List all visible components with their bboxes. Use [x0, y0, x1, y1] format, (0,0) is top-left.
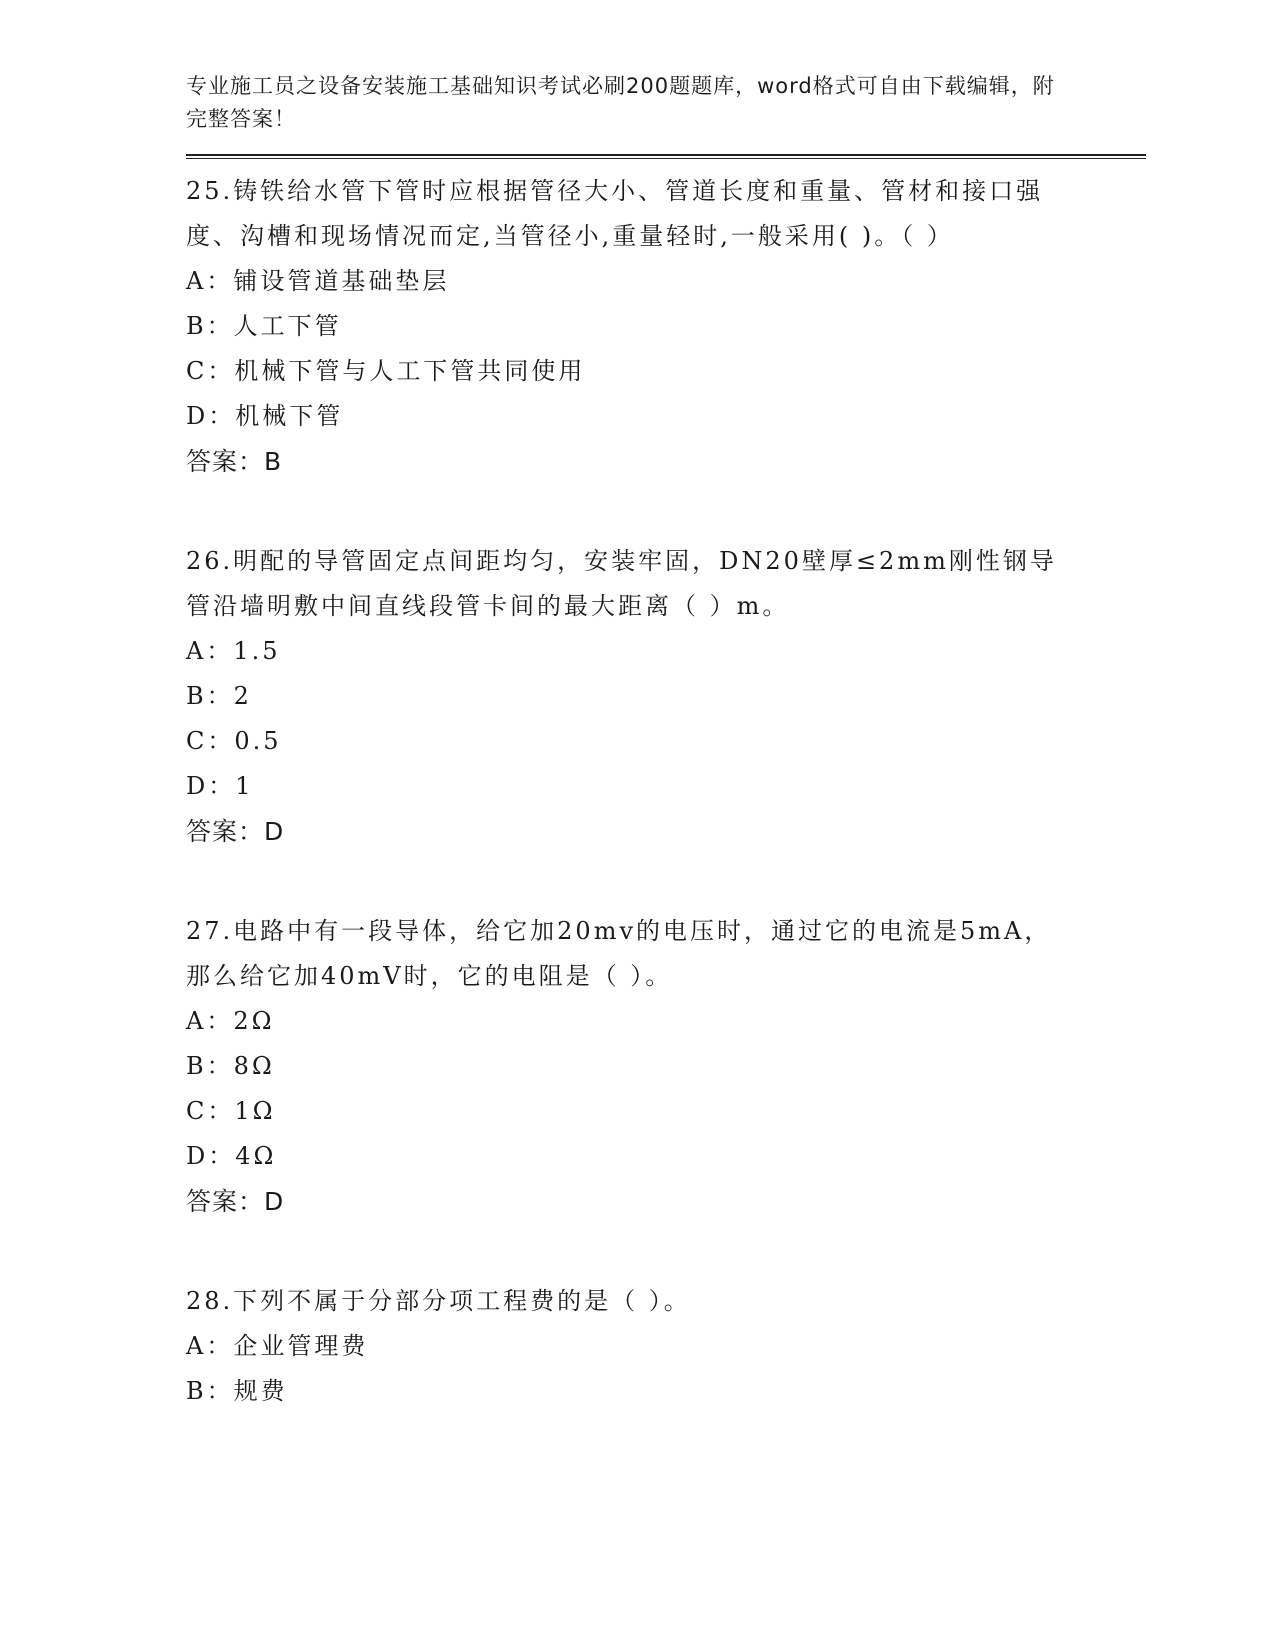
- question-stem: 28.下列不属于分部分项工程费的是（ ）。: [186, 1287, 691, 1315]
- question-28: [186, 1279, 1146, 1414]
- question-stem: 25.铸铁给水管下管时应根据管径大小、管道长度和重量、管材和接口强度、沟槽和现场情况而定,当管径小,重量轻时,一般采用( )。（ ）: [186, 177, 1044, 250]
- option-a: A：1.5: [186, 637, 281, 665]
- option-d: D：4Ω: [186, 1142, 277, 1170]
- answer-line: 答案：B: [186, 447, 283, 476]
- question-25: [186, 169, 1146, 484]
- document-header: 专业施工员之设备安装施工基础知识考试必刷200题题库，word格式可自由下载编辑，附完整答案！: [186, 74, 1055, 131]
- option-d: D：机械下管: [186, 402, 344, 430]
- option-d: D：1: [186, 772, 254, 800]
- option-a: A：铺设管道基础垫层: [186, 267, 450, 295]
- option-c: C：1Ω: [186, 1097, 276, 1125]
- answer-line: 答案：D: [186, 817, 285, 846]
- option-c: C：0.5: [186, 727, 282, 755]
- question-26: [186, 539, 1146, 854]
- option-b: B：规费: [186, 1377, 288, 1405]
- option-c: C：机械下管与人工下管共同使用: [186, 357, 586, 385]
- option-a: A：2Ω: [186, 1007, 275, 1035]
- header-divider: [186, 154, 1146, 159]
- option-b: B：2: [186, 682, 252, 710]
- option-a: A：企业管理费: [186, 1332, 369, 1360]
- question-stem: 26.明配的导管固定点间距均匀，安装牢固，DN20壁厚≤2mm刚性钢导管沿墙明敷中间直线段管卡间的最大距离（ ）m。: [186, 547, 1057, 620]
- option-b: B：8Ω: [186, 1052, 275, 1080]
- option-b: B：人工下管: [186, 312, 342, 340]
- document-page: [186, 70, 1146, 1414]
- answer-line: 答案：D: [186, 1187, 285, 1216]
- question-27: [186, 909, 1146, 1224]
- question-stem: 27.电路中有一段导体，给它加20mv的电压时，通过它的电流是5mA，那么给它加40mV时，它的电阻是（ ）。: [186, 917, 1052, 990]
